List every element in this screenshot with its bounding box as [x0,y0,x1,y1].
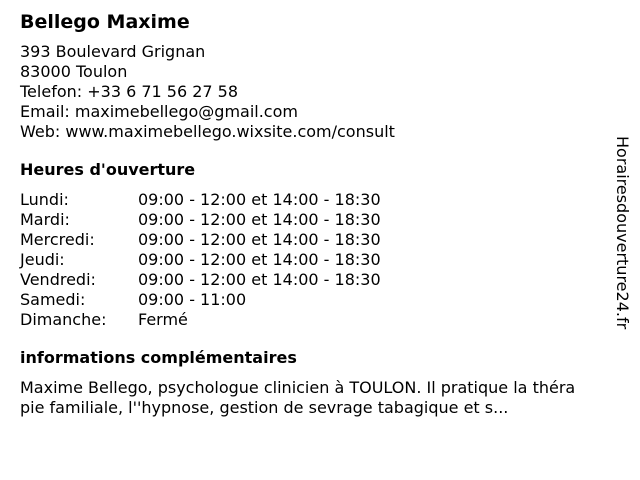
day-label: Lundi: [20,190,69,209]
contact-block [20,42,620,142]
day-label: Vendredi: [20,270,96,289]
hours-row-vendredi [20,270,620,290]
description-text [20,378,625,418]
hours-row-jeudi [20,250,620,270]
hours-value: 09:00 - 11:00 [138,290,247,309]
day-label: Samedi: [20,290,86,309]
description-line: Maxime Bellego, psychologue clinicien à TOULON. Il pratique la théra [20,378,576,397]
watermark [612,136,632,346]
business-name: Bellego Maxime [20,11,190,33]
opening-hours-table [20,190,620,330]
hours-row-dimanche [20,310,620,330]
hours-value: 09:00 - 12:00 et 14:00 - 18:30 [138,210,381,229]
hours-value: Fermé [138,310,188,329]
day-label: Jeudi: [20,250,65,269]
watermark-text: Horairesdouverture24.fr [613,136,632,330]
hours-value: 09:00 - 12:00 et 14:00 - 18:30 [138,250,381,269]
day-label: Dimanche: [20,310,107,329]
day-label: Mercredi: [20,230,95,249]
address-city: 83000 Toulon [20,62,128,81]
description-line: pie familiale, l''hypnose, gestion de sevrage tabagique et s... [20,398,509,417]
website-url: Web: www.maximebellego.wixsite.com/consult [20,122,395,141]
day-label: Mardi: [20,210,70,229]
address-street: 393 Boulevard Grignan [20,42,206,61]
hours-value: 09:00 - 12:00 et 14:00 - 18:30 [138,190,381,209]
phone-number: Telefon: +33 6 71 56 27 58 [20,82,239,101]
business-card [20,10,620,418]
hours-row-mercredi [20,230,620,250]
hours-row-samedi [20,290,620,310]
email-address: Email: maximebellego@gmail.com [20,102,298,121]
hours-row-mardi [20,210,620,230]
hours-row-lundi [20,190,620,210]
hours-value: 09:00 - 12:00 et 14:00 - 18:30 [138,230,381,249]
hours-value: 09:00 - 12:00 et 14:00 - 18:30 [138,270,381,289]
opening-hours-heading: Heures d'ouverture [20,160,196,179]
additional-info-heading: informations complémentaires [20,348,297,367]
